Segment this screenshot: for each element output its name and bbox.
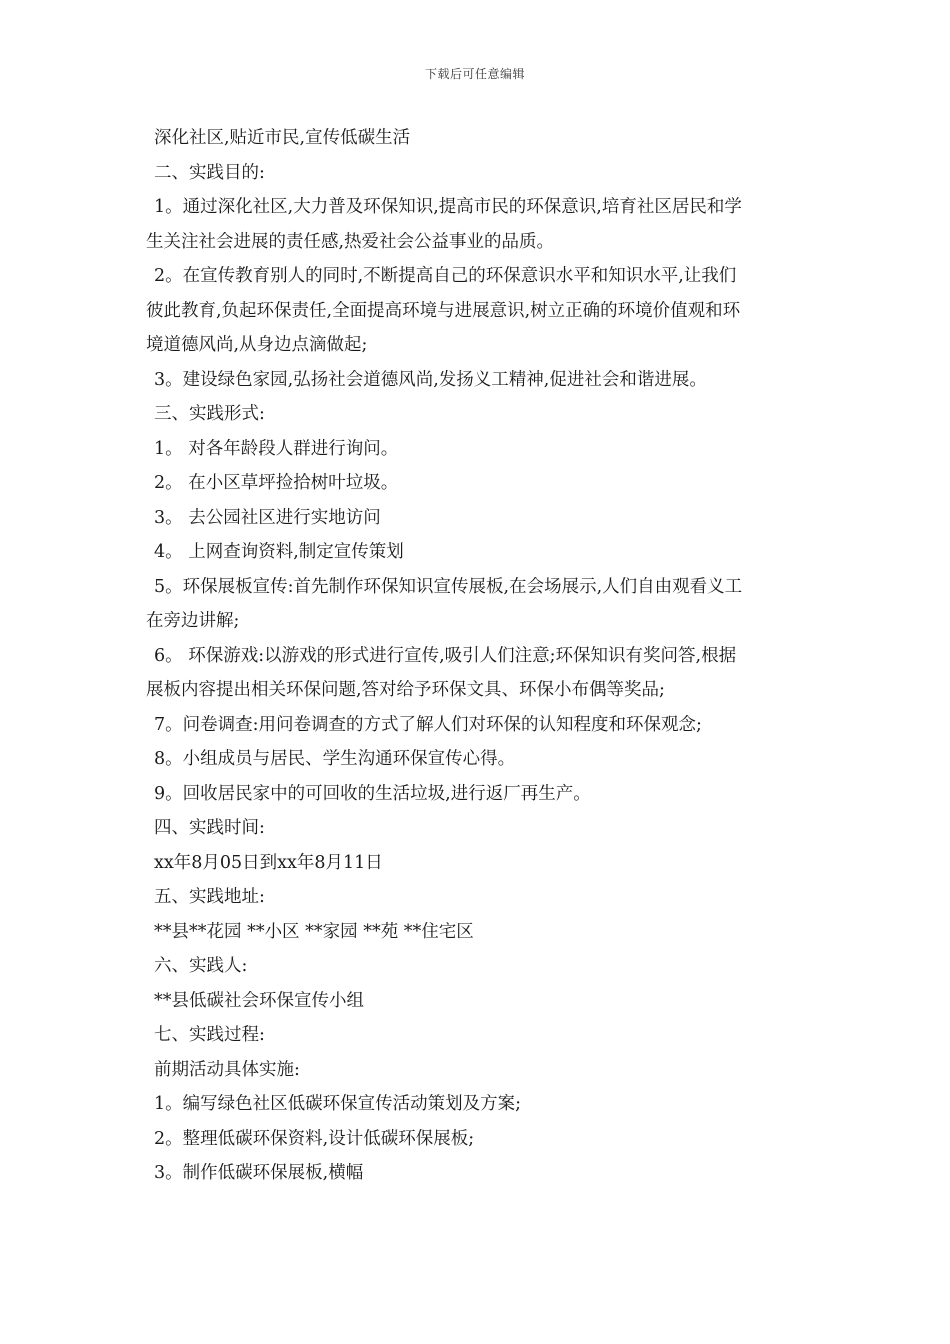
text-line: 4。 上网查询资料,制定宣传策划 — [154, 542, 404, 562]
text-line: 三、实践形式: — [154, 404, 265, 424]
text-line: 生关注社会进展的责任感,热爱社会公益事业的品质。 — [146, 231, 555, 252]
text-line: 五、实践地址: — [154, 887, 265, 907]
text-line: 1。编写绿色社区低碳环保宣传活动策划及方案; — [154, 1094, 522, 1114]
text-line: **县低碳社会环保宣传小组 — [154, 990, 364, 1011]
text-line: 5。环保展板宣传:首先制作环保知识宣传展板,在会场展示,人们自由观看义工 — [154, 576, 743, 597]
text-line: 7。问卷调查:用问卷调查的方式了解人们对环保的认知程度和环保观念; — [154, 714, 702, 735]
text-line: 1。 对各年龄段人群进行询问。 — [154, 438, 399, 459]
document-body — [146, 121, 814, 1191]
text-line: 在旁边讲解; — [146, 611, 240, 631]
text-line: 3。 去公园社区进行实地访问 — [154, 507, 381, 528]
text-line: 3。建设绿色家园,弘扬社会道德风尚,发扬义工精神,促进社会和谐进展。 — [154, 369, 707, 390]
text-line: 境道德风尚,从身边点滴做起; — [146, 335, 368, 355]
text-line: 2。在宣传教育别人的同时,不断提高自己的环保意识水平和知识水平,让我们 — [154, 266, 737, 286]
text-line: 七、实践过程: — [154, 1025, 265, 1045]
text-line: 前期活动具体实施: — [154, 1059, 300, 1080]
text-line: 二、实践目的: — [154, 162, 265, 183]
page-header: 下载后可任意编辑 — [424, 67, 525, 81]
text-line: xx年8月05日到xx年8月11日 — [154, 852, 383, 873]
text-line: 2。 在小区草坪捡拾树叶垃圾。 — [154, 473, 399, 493]
text-line: 展板内容提出相关环保问题,答对给予环保文具、环保小布偶等奖品; — [146, 680, 665, 700]
text-line: 1。通过深化社区,大力普及环保知识,提高市民的环保意识,培育社区居民和学 — [154, 197, 742, 217]
text-line: **县**花园 **小区 **家园 **苑 **住宅区 — [154, 921, 474, 942]
text-line: 彼此教育,负起环保责任,全面提高环境与进展意识,树立正确的环境价值观和环 — [146, 300, 741, 321]
text-line: 深化社区,贴近市民,宣传低碳生活 — [154, 128, 411, 148]
text-line: 8。小组成员与居民、学生沟通环保宣传心得。 — [154, 749, 516, 769]
text-line: 六、实践人: — [154, 956, 248, 976]
text-line: 9。回收居民家中的可回收的生活垃圾,进行返厂再生产。 — [154, 783, 591, 804]
text-line: 2。整理低碳环保资料,设计低碳环保展板; — [154, 1128, 475, 1149]
text-line: 3。制作低碳环保展板,横幅 — [154, 1163, 364, 1183]
text-line: 四、实践时间: — [154, 818, 265, 838]
text-line: 6。 环保游戏:以游戏的形式进行宣传,吸引人们注意;环保知识有奖问答,根据 — [154, 645, 737, 666]
